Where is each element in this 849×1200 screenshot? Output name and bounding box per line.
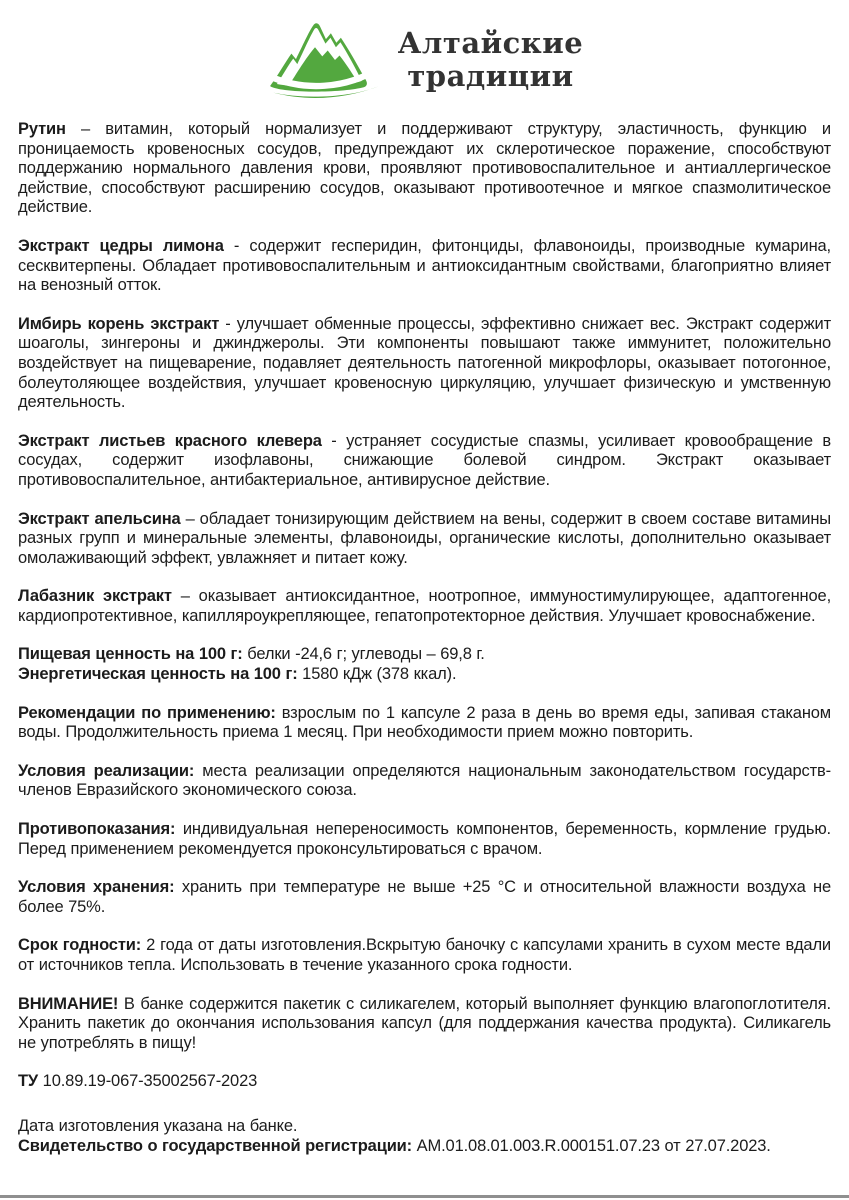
production-date-note bbox=[18, 1117, 831, 1137]
paragraph-lead: Срок годности: bbox=[18, 936, 142, 955]
paragraph-body: хранить при температуре не выше +25 °C и относительной влажности воздуха не более 75%. bbox=[18, 878, 831, 916]
brand-header bbox=[18, 12, 831, 108]
paragraph-lead: Противопоказания: bbox=[18, 820, 176, 839]
sales-conditions bbox=[18, 762, 831, 801]
mountain-logo-icon bbox=[266, 13, 384, 107]
paragraph-lead: Рекомендации по применению: bbox=[18, 703, 276, 722]
bottom-edge-line bbox=[0, 1195, 849, 1198]
paragraph-meadowsweet-extract bbox=[18, 587, 831, 626]
paragraph-red-clover-extract bbox=[18, 432, 831, 491]
paragraph-body: - улучшает обменные процессы, эффективно снижает вес. Экстракт содержит шоаголы, зингероны и джинджеролы. Эти компоненты повышают также иммунитет, положительно воздействует на пищеварение, подавляет деятельность патогенной микрофлоры, оказывает потогонное, болеутоляющее воздействия, улучшает кровеносную циркуляцию, улучшает физическую и умственную деятельность. bbox=[18, 314, 831, 412]
brand-name-line1: Алтайские bbox=[397, 25, 584, 60]
paragraph-body: 1580 кДж (378 ккал). bbox=[297, 665, 457, 684]
paragraph-body: места реализации определяются национальным законодательством государств-членов Евразийского экономического союза. bbox=[18, 761, 831, 800]
state-registration bbox=[18, 1137, 831, 1157]
paragraph-body: - содержит гесперидин, фитонциды, флавоноиды, производные кумарина, сесквитерпены. Обладает противовоспалительным и антиоксидантным свойствами, благоприятно влияет на венозный отток. bbox=[18, 236, 831, 295]
paragraph-lead: Экстракт листьев красного клевера bbox=[18, 431, 322, 450]
brand-name-line2: традиции bbox=[407, 59, 574, 93]
paragraph-lemon-zest-extract bbox=[18, 237, 831, 296]
nutrition-value-line bbox=[18, 645, 831, 665]
paragraph-rutin bbox=[18, 120, 831, 218]
tu-number bbox=[18, 1072, 831, 1092]
paragraph-lead: Энергетическая ценность на 100 г: bbox=[18, 665, 298, 684]
label-text bbox=[18, 120, 831, 1156]
paragraph-lead: Имбирь корень экстракт bbox=[18, 314, 220, 333]
attention-note bbox=[18, 995, 831, 1054]
paragraph-body: взрослым по 1 капсуле 2 раза в день во время еды, запивая стаканом воды. Продолжительность приема 1 месяц. При необходимости прием можно повторить. bbox=[18, 703, 832, 742]
paragraph-body: – витамин, который нормализует и поддерживают структуру, эластичность, функцию и проницаемость кровеносных сосудов, предупреждают их склеротическое поражение, способствуют поддержанию нормального давления крови, проявляют противовоспалительное и антиаллергическое действие, способствуют расширению сосудов, оказывают противоотечное и мягкое спазмолитическое действие. bbox=[18, 120, 831, 217]
paragraph-body: индивидуальная непереносимость компонентов, беременность, кормление грудью. Перед применением рекомендуется проконсультироваться с врачом. bbox=[18, 820, 831, 858]
paragraph-lead: Условия реализации: bbox=[18, 761, 195, 780]
paragraph-lead: Свидетельство о государственной регистрации: bbox=[18, 1136, 413, 1155]
usage-recommendations bbox=[18, 704, 831, 743]
energy-value-line bbox=[18, 665, 831, 685]
paragraph-orange-extract bbox=[18, 510, 831, 569]
paragraph-lead: Пищевая ценность на 100 г: bbox=[18, 645, 243, 664]
paragraph-body: Дата изготовления указана на банке. bbox=[18, 1116, 298, 1135]
paragraph-lead: Экстракт апельсина bbox=[18, 509, 181, 528]
paragraph-body: 10.89.19-067-35002567-2023 bbox=[38, 1072, 258, 1091]
paragraph-ginger-root-extract bbox=[18, 315, 831, 413]
paragraph-lead: ТУ bbox=[18, 1072, 39, 1091]
paragraph-body: AM.01.08.01.003.R.000151.07.23 от 27.07.2023. bbox=[412, 1136, 771, 1155]
paragraph-body: – обладает тонизирующим действием на вены, содержит в своем составе витамины разных групп и минеральные элементы, флавоноиды, органические кислоты, дополнительно оказывает омолаживающий эффект, увлажняет и питает кожу. bbox=[18, 509, 831, 567]
paragraph-body: В банке содержится пакетик с силикагелем, который выполняет функцию влагопоглотителя. Хранить пакетик до окончания использования капсул (для поддержания качества продукта). Силикагель не употреблять в пищу! bbox=[18, 994, 831, 1052]
paragraph-body: - устраняет сосудистые спазмы, усиливает кровообращение в сосудах, содержит изофлавоны, снижающие болевой синдром. Экстракт оказывает противовоспалительное, антибактериальное, антивирусное действие. bbox=[18, 431, 831, 489]
paragraph-lead: Рутин bbox=[18, 120, 66, 138]
paragraph-body: – оказывает антиоксидантное, ноотропное, иммуностимулирующее, адаптогенное, кардиопротективное, капилляроукрепляющее, гепатопротекторное действия. Улучшает кровоснабжение. bbox=[18, 587, 832, 625]
paragraph-lead: Экстракт цедры лимона bbox=[18, 236, 224, 255]
shelf-life bbox=[18, 936, 831, 975]
paragraph-body: белки -24,6 г; углеводы – 69,8 г. bbox=[242, 645, 485, 664]
paragraph-lead: Условия хранения: bbox=[18, 878, 175, 897]
paragraph-lead: ВНИМАНИЕ! bbox=[18, 994, 119, 1013]
storage-conditions bbox=[18, 878, 831, 917]
paragraph-lead: Лабазник экстракт bbox=[18, 587, 172, 606]
brand-name bbox=[398, 27, 583, 93]
contraindications bbox=[18, 820, 831, 859]
paragraph-body: 2 года от даты изготовления.Вскрытую баночку с капсулами хранить в сухом месте вдали от источников тепла. Использовать в течение указанного срока годности. bbox=[18, 936, 831, 974]
